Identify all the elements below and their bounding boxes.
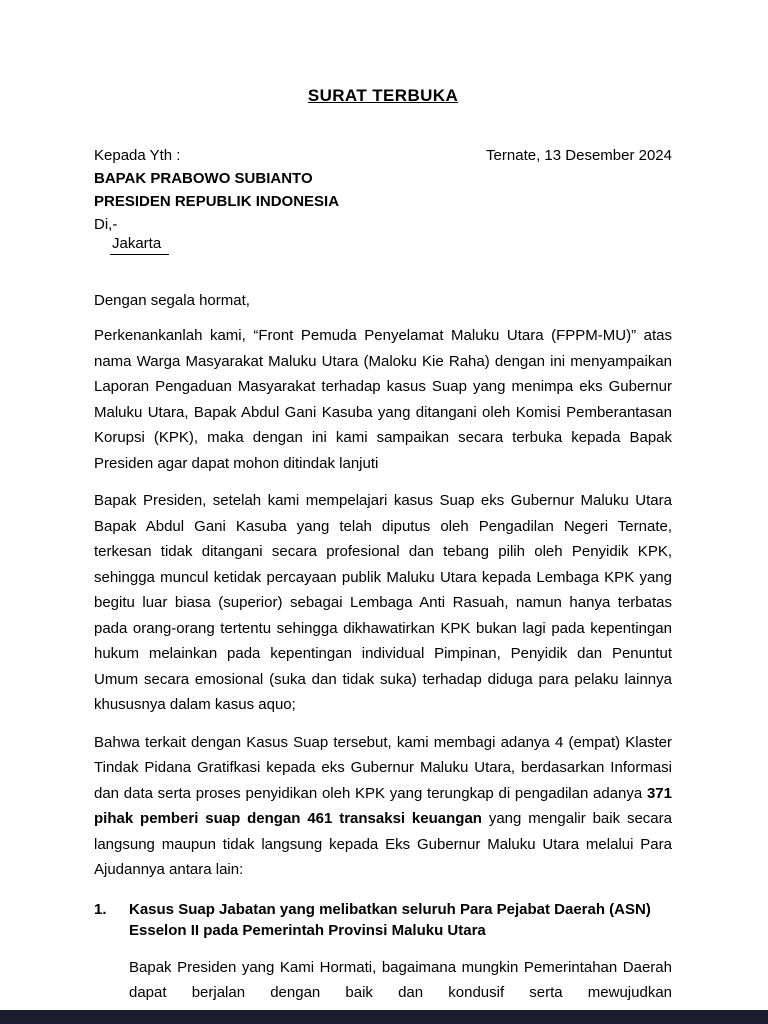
- paragraph-3: [94, 730, 672, 883]
- list-item-1: [94, 899, 672, 942]
- salutation: Dengan segala hormat,: [94, 292, 250, 309]
- place-date: Ternate, 13 Desember 2024: [486, 147, 672, 164]
- letter-header-row: [94, 144, 672, 167]
- paragraph-3-after-bold: yang mengalir baik secara langsung maupun tidak langsung kepada Eks Gubernur Maluku Utara melalui Para Ajudannya antara lain:: [94, 810, 672, 878]
- letter-title: SURAT TERBUKA: [307, 86, 459, 105]
- paragraph-3-before-bold: Bahwa terkait dengan Kasus Suap tersebut, kami membagi adanya 4 (empat) Klaster Tindak Pidana Gratifkasi kepada eks Gubernur Maluku Utara, berdasarkan Informasi dan data serta proses penyidikan oleh KPK yang terungkap di pengadilan adanya: [94, 733, 672, 802]
- di-label: Di,-: [94, 216, 118, 233]
- list-item-1-heading: Kasus Suap Jabatan yang melibatkan seluruh Para Pejabat Daerah (ASN) Esselon II pada Pemerintah Provinsi Maluku Utara: [129, 900, 651, 939]
- paragraph-1: Perkenankanlah kami, “Front Pemuda Penyelamat Maluku Utara (FPPM-MU)” atas nama Warga Masyarakat Maluku Utara (Maloku Kie Raha) dengan ini menyampaikan Laporan Pengaduan Masyarakat terhadap kasus Suap yang menimpa eks Gubernur Maluku Utara, Bapak Abdul Gani Kasuba yang ditangani oleh Komisi Pemberantasan Korupsi (KPK), maka dengan ini kami sampaikan secara terbuka kepada Bapak Presiden agar dapat mohon ditindak lanjuti: [94, 327, 672, 472]
- viewer-bottom-bar: [0, 1010, 768, 1024]
- recipient-label: Kepada Yth :: [94, 147, 181, 164]
- paragraph-2: Bapak Presiden, setelah kami mempelajari kasus Suap eks Gubernur Maluku Utara Bapak Abdul Gani Kasuba yang telah diputus oleh Pengadilan Negeri Ternate, terkesan tidak ditangani secara profesional dan tebang pilih oleh Penyidik KPK, sehingga muncul ketidak percayaan publik Maluku Utara kepada Lembaga KPK yang begitu luar biasa (superior) sebagai Lembaga Anti Rasuah, namun hanya terbatas pada orang-orang tertentu sehingga dikhawatirkan KPK bukan lagi pada kepentingan hukum melainkan pada kepentingan individual Pimpinan, Penyidik dan Penuntut Umum secara emosional (suka dan tidak suka) terhadap diduga para pelaku lainnya khususnya dalam kasus aquo;: [94, 492, 672, 713]
- recipient-name: BAPAK PRABOWO SUBIANTO: [94, 170, 313, 187]
- recipient-title: PRESIDEN REPUBLIK INDONESIA: [94, 193, 340, 210]
- list-item-1-number: 1.: [94, 900, 107, 918]
- list-item-1-body: Bapak Presiden yang Kami Hormati, bagaimana mungkin Pemerintahan Daerah dapat berjalan dengan baik dan kondusif serta mewujudkan: [129, 958, 672, 1001]
- city-line: [94, 235, 672, 255]
- paragraph-3-bold-figure: 371 pihak pemberi suap dengan 461 transaksi keuangan: [94, 784, 672, 827]
- city-name: Jakarta: [110, 235, 169, 255]
